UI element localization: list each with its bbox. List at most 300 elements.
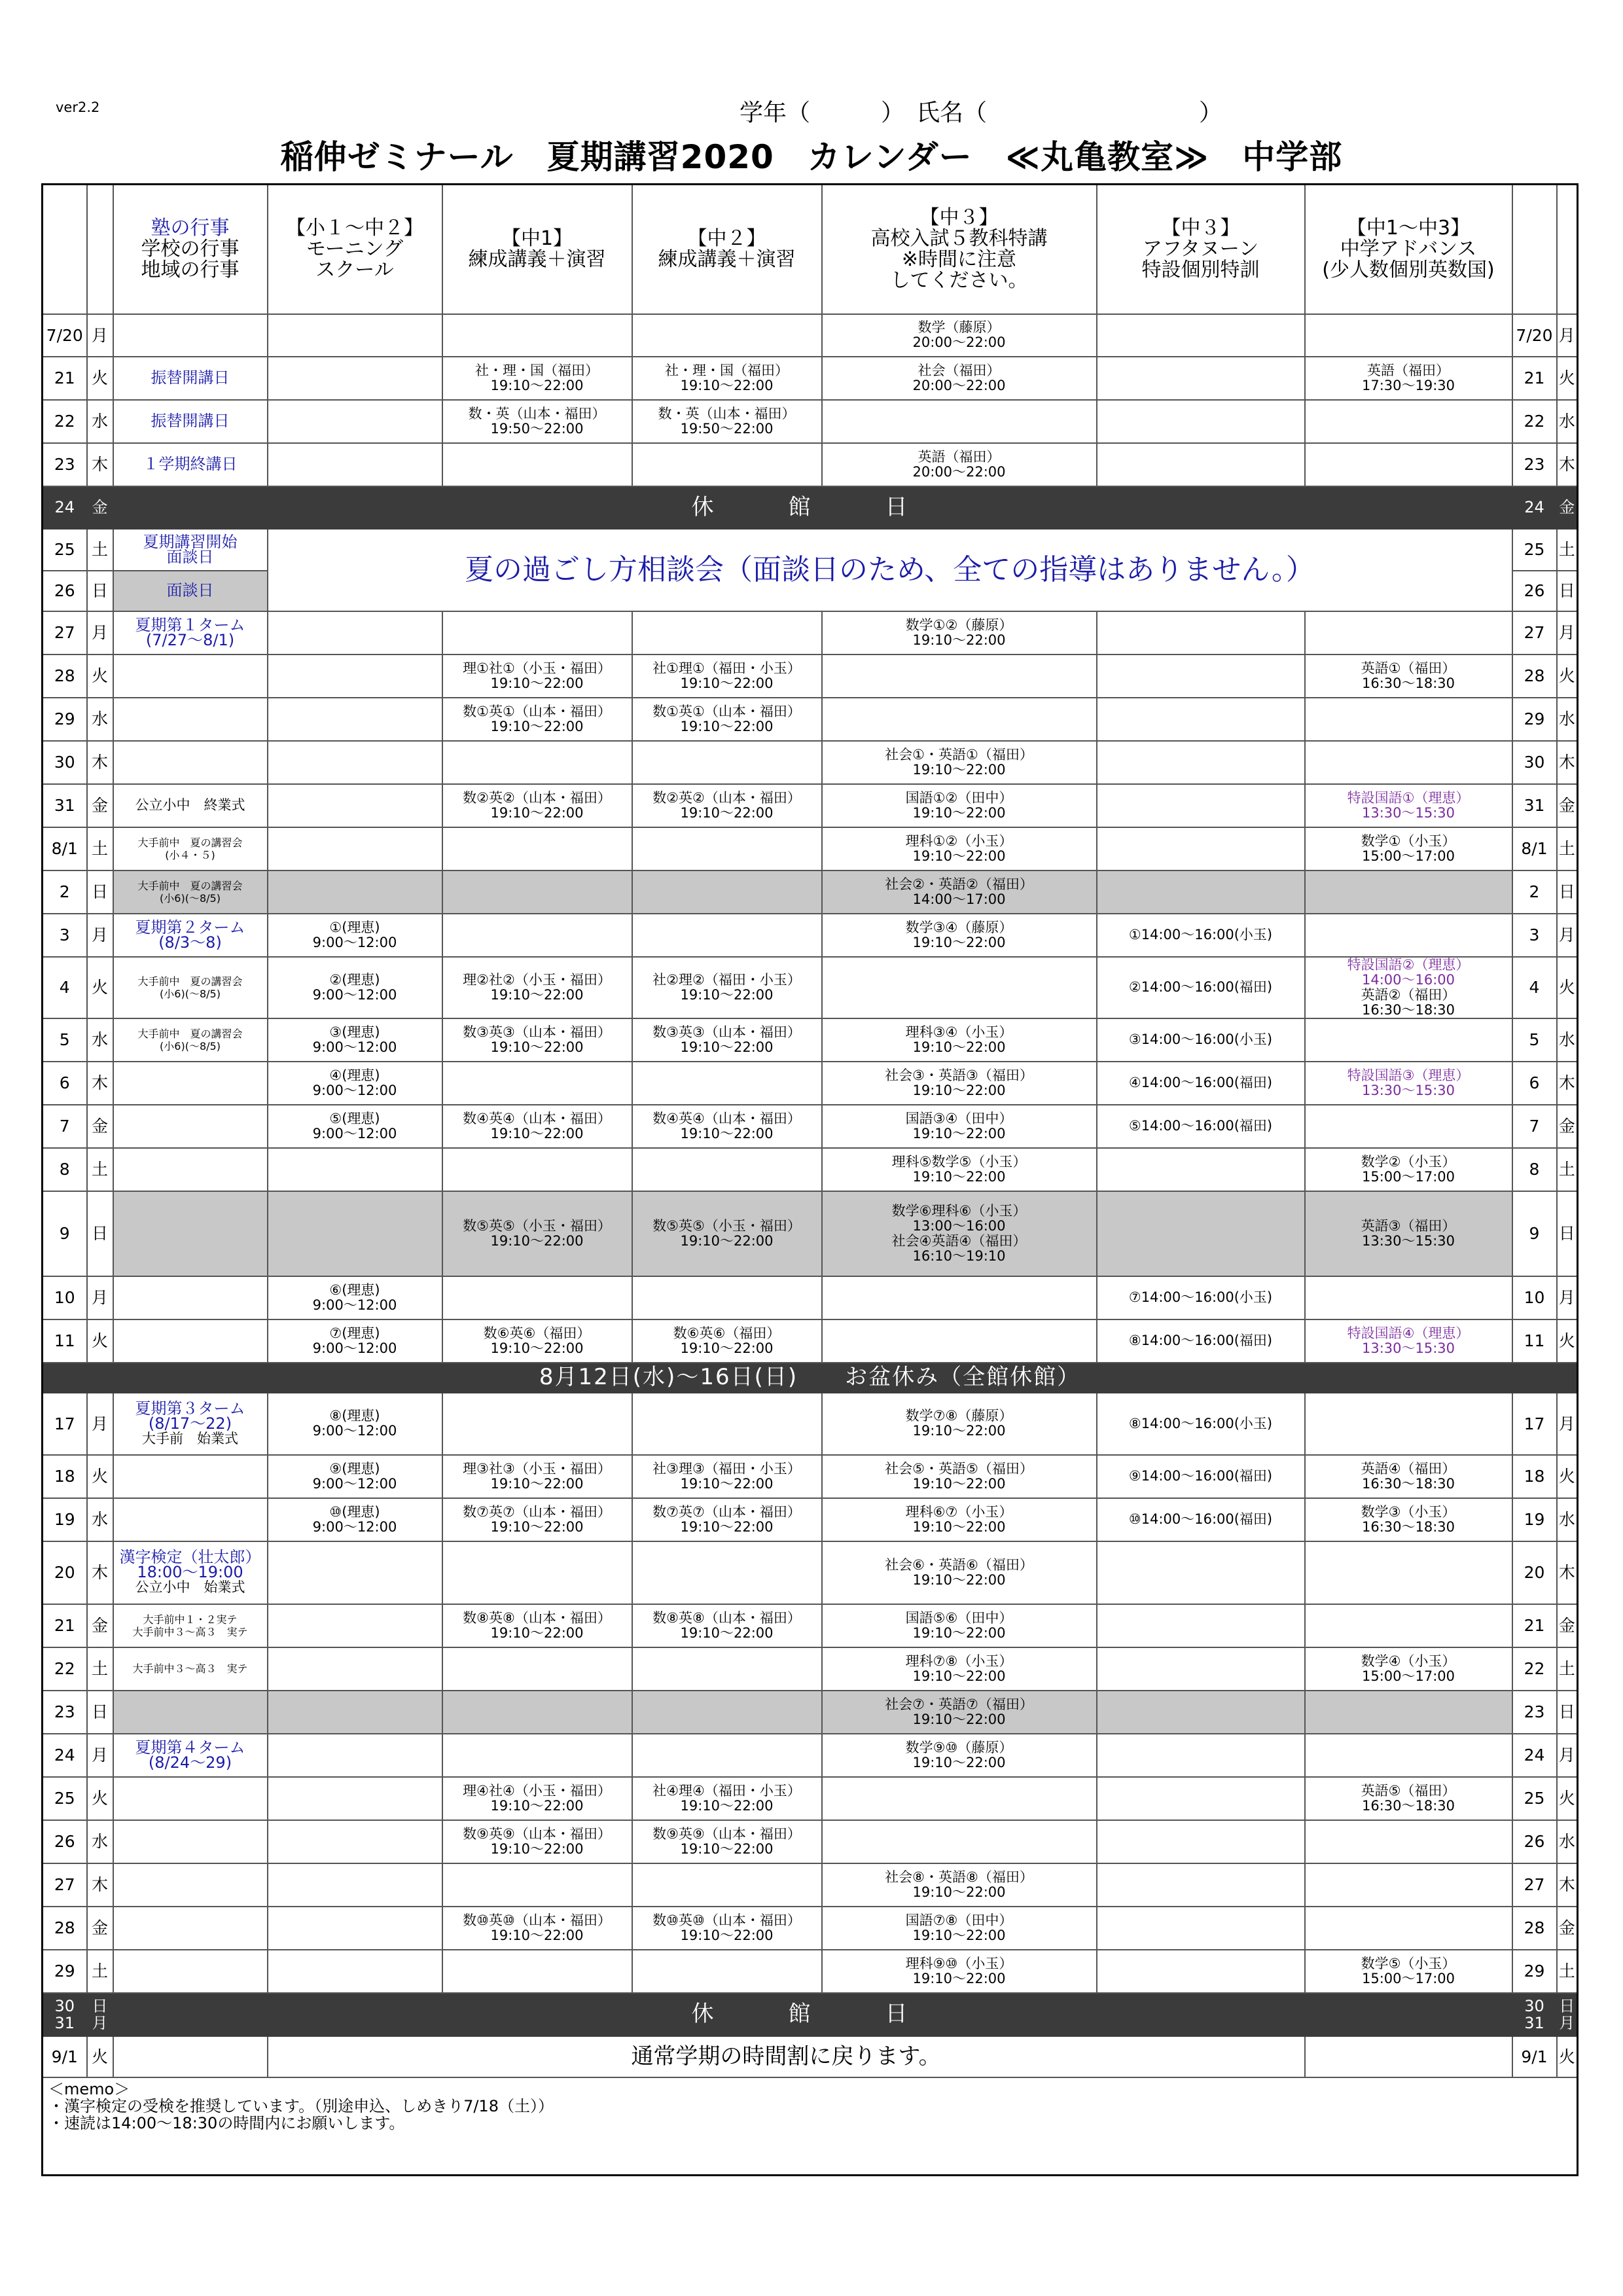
c2-cell: 数⑧英⑧（山本・福田） 19:10～22:00 (632, 1604, 822, 1647)
dow-cell-right: 月 (1557, 914, 1578, 957)
date-cell: 21 (43, 1604, 87, 1647)
date-cell: 4 (43, 957, 87, 1018)
date-cell: 23 (43, 1691, 87, 1734)
afternoon-cell: ③14:00～16:00(小玉) (1097, 1018, 1305, 1062)
dow-cell: 日 (87, 1191, 113, 1276)
c1-cell (442, 741, 632, 784)
advance-cell (1305, 611, 1512, 655)
event-text: 大手前中 夏の講習会 (小6)(～8/5) (137, 975, 243, 1000)
dow-cell-right: 金 (1557, 1105, 1578, 1148)
morning-cell (268, 1691, 442, 1734)
event-cell (113, 1734, 268, 1777)
header-c2-text: 【中２】 練成講義＋演習 (658, 226, 796, 271)
morning-cell: ④(理恵) 9:00～12:00 (268, 1062, 442, 1105)
event-cell (113, 655, 268, 698)
dow-cell-right: 火 (1557, 1455, 1578, 1498)
c2-cell: 社・理・国（福田） 19:10～22:00 (632, 357, 822, 400)
c1-cell: 社・理・国（福田） 19:10～22:00 (442, 357, 632, 400)
advance-cell (1305, 2036, 1512, 2077)
c3-cell (822, 1319, 1097, 1363)
table-row (43, 827, 1578, 870)
event-cell (113, 1393, 268, 1455)
morning-cell: ②(理恵) 9:00～12:00 (268, 957, 442, 1018)
afternoon-cell (1097, 357, 1305, 400)
date-cell: 26 (43, 1820, 87, 1863)
dow-cell: 日 月 (87, 1993, 113, 2036)
afternoon-cell (1097, 611, 1305, 655)
event-cell (113, 957, 268, 1018)
morning-cell: ⑧(理恵) 9:00～12:00 (268, 1393, 442, 1455)
afternoon-cell: ④14:00～16:00(福田) (1097, 1062, 1305, 1105)
date-cell-right: 3 (1512, 914, 1557, 957)
c2-cell: 社①理①（福田・小玉） 19:10～22:00 (632, 655, 822, 698)
table-row (43, 486, 1578, 529)
morning-cell (268, 1734, 442, 1777)
dow-cell-right: 火 (1557, 357, 1578, 400)
dow-cell: 土 (87, 529, 113, 571)
c3-cell: 国語③④（田中） 19:10～22:00 (822, 1105, 1097, 1148)
afternoon-cell (1097, 1604, 1305, 1647)
dow-cell-right: 木 (1557, 741, 1578, 784)
date-cell-right: 20 (1512, 1541, 1557, 1604)
event-cell (113, 1455, 268, 1498)
date-cell-right: 9/1 (1512, 2036, 1557, 2077)
c1-cell (442, 827, 632, 870)
date-cell: 29 (43, 698, 87, 741)
date-cell-right: 23 (1512, 1691, 1557, 1734)
afternoon-cell (1097, 870, 1305, 914)
date-cell-right: 25 (1512, 1777, 1557, 1820)
morning-cell (268, 1907, 442, 1950)
date-cell-right: 31 (1512, 784, 1557, 827)
date-cell-right: 18 (1512, 1455, 1557, 1498)
afternoon-cell (1097, 314, 1305, 357)
afternoon-cell: ⑤14:00～16:00(福田) (1097, 1105, 1305, 1148)
c1-cell (442, 914, 632, 957)
morning-cell (268, 1148, 442, 1191)
page-title: 稲伸ゼミナール 夏期講習2020 カレンダー ≪丸亀教室≫ 中学部 (280, 138, 1343, 176)
morning-cell: ⑦(理恵) 9:00～12:00 (268, 1319, 442, 1363)
events-sub2: 地域の行事 (141, 258, 240, 281)
header-aft-text: 【中３】 アフタヌーン 特設個別特訓 (1141, 216, 1260, 281)
table-row (43, 1993, 1578, 2036)
dow-cell: 土 (87, 827, 113, 870)
table-row (43, 655, 1578, 698)
event-cell (113, 1062, 268, 1105)
dow-cell-right: 土 (1557, 1647, 1578, 1691)
c2-cell (632, 1393, 822, 1455)
c2-cell (632, 1950, 822, 1993)
table-row (43, 1734, 1578, 1777)
dow-cell: 木 (87, 1863, 113, 1907)
consult-banner: 夏の過ごし方相談会（面談日のため、全ての指導はありません。） (268, 529, 1512, 611)
event-cell (113, 1276, 268, 1319)
afternoon-cell (1097, 400, 1305, 443)
dow-cell: 土 (87, 1647, 113, 1691)
morning-cell (268, 1647, 442, 1691)
dow-cell: 火 (87, 2036, 113, 2077)
c3-cell: 理科⑦⑧（小玉） 19:10～22:00 (822, 1647, 1097, 1691)
c1-cell (442, 1062, 632, 1105)
morning-cell: ⑩(理恵) 9:00～12:00 (268, 1498, 442, 1541)
event-cell (113, 1647, 268, 1691)
dow-cell: 日 (87, 571, 113, 611)
event-sub-text: 公立小中 始業式 (135, 1579, 245, 1595)
dow-cell: 木 (87, 443, 113, 486)
c2-cell: 社②理②（福田・小玉） 19:10～22:00 (632, 957, 822, 1018)
date-cell-right: 10 (1512, 1276, 1557, 1319)
c1-cell: 数⑤英⑤（小玉・福田） 19:10～22:00 (442, 1191, 632, 1276)
dow-cell-right: 火 (1557, 1777, 1578, 1820)
date-cell: 28 (43, 1907, 87, 1950)
afternoon-cell: ⑧14:00～16:00(小玉) (1097, 1393, 1305, 1455)
table-row (43, 957, 1578, 1018)
obon-banner: 8月12日(水)～16日(日) お盆休み（全館休館） (43, 1363, 1578, 1393)
afternoon-cell (1097, 655, 1305, 698)
morning-cell (268, 827, 442, 870)
dow-cell: 日 (87, 870, 113, 914)
event-sub-text: 大手前 始業式 (142, 1430, 238, 1446)
afternoon-cell (1097, 1820, 1305, 1863)
event-text: 夏期第２ターム (8/3～8) (135, 918, 245, 952)
event-cell (113, 2036, 268, 2077)
date-cell-right: 29 (1512, 1950, 1557, 1993)
c2-cell (632, 1062, 822, 1105)
c2-cell: 数①英①（山本・福田） 19:10～22:00 (632, 698, 822, 741)
event-text: 漢字検定（壮太郎） 18:00～19:00 (119, 1548, 261, 1581)
c3-cell: 社会（福田） 20:00～22:00 (822, 357, 1097, 400)
event-cell (113, 1691, 268, 1734)
c1-cell: 数・英（山本・福田） 19:50～22:00 (442, 400, 632, 443)
table-row (43, 314, 1578, 357)
date-cell-right: 30 (1512, 741, 1557, 784)
c1-cell (442, 1647, 632, 1691)
date-cell-right: 24 (1512, 1734, 1557, 1777)
date-cell: 6 (43, 1062, 87, 1105)
c3-cell: 社会⑧・英語⑧（福田） 19:10～22:00 (822, 1863, 1097, 1907)
table-row (43, 1319, 1578, 1363)
date-cell: 3 (43, 914, 87, 957)
table-row (43, 400, 1578, 443)
event-text: 夏期第３ターム (8/17～22) (135, 1399, 245, 1433)
dow-cell-right: 水 (1557, 1820, 1578, 1863)
c1-cell (442, 1148, 632, 1191)
c1-cell: 理③社③（小玉・福田） 19:10～22:00 (442, 1455, 632, 1498)
dow-cell-right: 火 (1557, 957, 1578, 1018)
header-c2 (632, 185, 822, 314)
date-cell-right: 26 (1512, 1820, 1557, 1863)
date-cell-right: 27 (1512, 1863, 1557, 1907)
advance-cell (1305, 698, 1512, 741)
dow-cell-right: 木 (1557, 443, 1578, 486)
afternoon-cell: ⑦14:00～16:00(小玉) (1097, 1276, 1305, 1319)
table-row (43, 529, 1578, 571)
event-text: 大手前中１・２実テ 大手前中３～高３ 実テ (132, 1613, 248, 1638)
afternoon-cell (1097, 1691, 1305, 1734)
dow-cell-right: 水 (1557, 1498, 1578, 1541)
c3-cell (822, 1820, 1097, 1863)
c3-cell: 数学③④（藤原） 19:10～22:00 (822, 914, 1097, 957)
afternoon-cell (1097, 784, 1305, 827)
table-row (43, 1604, 1578, 1647)
event-text: 大手前中 夏の講習会 (小４・５) (137, 836, 243, 861)
advance-cell (1305, 1820, 1512, 1863)
c1-cell (442, 443, 632, 486)
event-cell (113, 1820, 268, 1863)
advance-cell (1305, 1691, 1512, 1734)
event-cell (113, 784, 268, 827)
event-cell (113, 611, 268, 655)
version-label: ver2.2 (56, 99, 100, 115)
date-cell: 9 (43, 1191, 87, 1276)
date-cell-right: 2 (1512, 870, 1557, 914)
morning-cell (268, 400, 442, 443)
afternoon-cell (1097, 698, 1305, 741)
c3-cell: 理科①②（小玉） 19:10～22:00 (822, 827, 1097, 870)
date-cell-right: 23 (1512, 443, 1557, 486)
morning-cell (268, 443, 442, 486)
dow-cell-right: 日 (1557, 870, 1578, 914)
c3-cell: 社会⑤・英語⑤（福田） 19:10～22:00 (822, 1455, 1097, 1498)
date-cell: 27 (43, 611, 87, 655)
event-text: 夏期第１ターム (7/27～8/1) (135, 615, 245, 649)
dow-cell: 金 (87, 1105, 113, 1148)
dow-cell: 水 (87, 1018, 113, 1062)
c3-cell: 数学⑦⑧（藤原） 19:10～22:00 (822, 1393, 1097, 1455)
table-row (43, 1950, 1578, 1993)
afternoon-cell (1097, 1777, 1305, 1820)
table-row (43, 741, 1578, 784)
date-cell: 31 (43, 784, 87, 827)
table-row (43, 2036, 1578, 2077)
c2-cell: 数⑦英⑦（山本・福田） 19:10～22:00 (632, 1498, 822, 1541)
c2-cell (632, 443, 822, 486)
c1-cell: 理①社①（小玉・福田） 19:10～22:00 (442, 655, 632, 698)
header-afternoon (1097, 185, 1305, 314)
afternoon-cell (1097, 827, 1305, 870)
dow-cell: 月 (87, 1276, 113, 1319)
dow-cell: 日 (87, 1691, 113, 1734)
dow-cell: 金 (87, 1604, 113, 1647)
table-row (43, 1863, 1578, 1907)
dow-cell-right: 月 (1557, 1393, 1578, 1455)
c3-cell (822, 655, 1097, 698)
header-date (43, 185, 87, 314)
date-cell-right: 6 (1512, 1062, 1557, 1105)
date-cell-right: 7/20 (1512, 314, 1557, 357)
c1-cell (442, 870, 632, 914)
event-cell (113, 443, 268, 486)
morning-cell: ①(理恵) 9:00～12:00 (268, 914, 442, 957)
date-cell: 20 (43, 1541, 87, 1604)
table-row (43, 1498, 1578, 1541)
date-cell-right: 26 (1512, 571, 1557, 611)
date-cell: 21 (43, 357, 87, 400)
event-cell (113, 1018, 268, 1062)
date-cell: 11 (43, 1319, 87, 1363)
table-row (43, 914, 1578, 957)
date-cell-right: 24 (1512, 486, 1557, 529)
dow-cell: 月 (87, 314, 113, 357)
advance-cell: 数学①（小玉） 15:00～17:00 (1305, 827, 1512, 870)
c2-cell (632, 611, 822, 655)
dow-cell: 土 (87, 1950, 113, 1993)
advance-cell (1305, 1393, 1512, 1455)
date-cell: 25 (43, 529, 87, 571)
table-row (43, 1691, 1578, 1734)
c1-cell (442, 1276, 632, 1319)
advance-cell (1305, 1863, 1512, 1907)
afternoon-cell: ⑧14:00～16:00(福田) (1097, 1319, 1305, 1363)
dow-cell-right: 土 (1557, 827, 1578, 870)
event-text: 大手前中３～高３ 実テ (132, 1662, 248, 1675)
table-row (43, 611, 1578, 655)
date-cell-right: 21 (1512, 1604, 1557, 1647)
dow-cell-right: 金 (1557, 784, 1578, 827)
event-cell (113, 571, 268, 611)
c1-cell (442, 1734, 632, 1777)
date-cell-right: 8 (1512, 1148, 1557, 1191)
date-cell: 9/1 (43, 2036, 87, 2077)
date-cell: 25 (43, 1777, 87, 1820)
c3-cell: 理科⑥⑦（小玉） 19:10～22:00 (822, 1498, 1097, 1541)
header-c1-text: 【中1】 練成講義＋演習 (468, 226, 606, 271)
event-cell (113, 870, 268, 914)
morning-cell: ⑤(理恵) 9:00～12:00 (268, 1105, 442, 1148)
event-cell (113, 914, 268, 957)
c2-cell (632, 314, 822, 357)
table-row (43, 1907, 1578, 1950)
table-row (43, 870, 1578, 914)
c1-cell (442, 611, 632, 655)
morning-cell (268, 1604, 442, 1647)
advance-cell: 英語（福田） 17:30～19:30 (1305, 357, 1512, 400)
date-cell-right: 30 31 (1512, 1993, 1557, 2036)
date-cell: 8/1 (43, 827, 87, 870)
c1-cell (442, 1393, 632, 1455)
c3-cell: 理科⑤数学⑤（小玉） 19:10～22:00 (822, 1148, 1097, 1191)
c2-cell (632, 1541, 822, 1604)
c1-cell (442, 1950, 632, 1993)
date-cell: 30 (43, 741, 87, 784)
table-row (43, 1148, 1578, 1191)
event-cell (113, 529, 268, 571)
dow-cell: 火 (87, 655, 113, 698)
event-text: 振替開講日 (151, 412, 230, 430)
date-cell: 23 (43, 443, 87, 486)
dow-cell: 月 (87, 1734, 113, 1777)
dow-cell-right: 水 (1557, 1018, 1578, 1062)
c1-cell: 数④英④（山本・福田） 19:10～22:00 (442, 1105, 632, 1148)
date-cell-right: 28 (1512, 1907, 1557, 1950)
date-cell: 5 (43, 1018, 87, 1062)
event-text: 公立小中 終業式 (135, 797, 245, 813)
dow-cell-right: 月 (1557, 611, 1578, 655)
c3-cell (822, 400, 1097, 443)
date-cell-right: 29 (1512, 698, 1557, 741)
morning-cell (268, 1541, 442, 1604)
c1-cell (442, 1691, 632, 1734)
table-row (43, 1018, 1578, 1062)
date-cell-right: 11 (1512, 1319, 1557, 1363)
morning-cell (268, 698, 442, 741)
c3-cell: 社会②・英語②（福田） 14:00～17:00 (822, 870, 1097, 914)
afternoon-cell (1097, 1541, 1305, 1604)
c1-cell (442, 314, 632, 357)
morning-cell (268, 1820, 442, 1863)
closed-day-banner: 休 館 日 (113, 1993, 1512, 2036)
c2-cell (632, 1148, 822, 1191)
header-morning-text: 【小１～中２】 モーニング スクール (286, 216, 423, 281)
c2-cell: 数・英（山本・福田） 19:50～22:00 (632, 400, 822, 443)
c2-cell (632, 914, 822, 957)
morning-cell (268, 655, 442, 698)
advance-cell: 英語③（福田） 13:30～15:30 (1305, 1191, 1512, 1276)
event-cell (113, 827, 268, 870)
date-cell: 19 (43, 1498, 87, 1541)
event-text: 大手前中 夏の講習会 (小6)(～8/5) (137, 1027, 243, 1052)
c3-cell: 社会⑦・英語⑦（福田） 19:10～22:00 (822, 1691, 1097, 1734)
dow-cell: 金 (87, 486, 113, 529)
table-row (43, 1455, 1578, 1498)
c2-cell (632, 1863, 822, 1907)
dow-cell: 土 (87, 1148, 113, 1191)
dow-cell-right: 木 (1557, 1062, 1578, 1105)
c2-cell: 数⑨英⑨（山本・福田） 19:10～22:00 (632, 1820, 822, 1863)
c1-cell: 数⑧英⑧（山本・福田） 19:10～22:00 (442, 1604, 632, 1647)
c2-cell: 数⑥英⑥（福田） 19:10～22:00 (632, 1319, 822, 1363)
advance-cell: 数学④（小玉） 15:00～17:00 (1305, 1647, 1512, 1691)
morning-cell (268, 1950, 442, 1993)
advance-cell (1305, 1105, 1512, 1148)
events-title: 塾の行事 (151, 216, 230, 240)
table-row (43, 1541, 1578, 1604)
afternoon-cell (1097, 443, 1305, 486)
c2-cell (632, 741, 822, 784)
c2-cell: 社③理③（福田・小玉） 19:10～22:00 (632, 1455, 822, 1498)
header-advance (1305, 185, 1512, 314)
event-cell (113, 1148, 268, 1191)
advance-cell: 英語①（福田） 16:30～18:30 (1305, 655, 1512, 698)
c3-cell (822, 957, 1097, 1018)
c2-cell: 数⑤英⑤（小玉・福田） 19:10～22:00 (632, 1191, 822, 1276)
dow-cell: 金 (87, 784, 113, 827)
c3-cell (822, 1276, 1097, 1319)
morning-cell (268, 1191, 442, 1276)
c3-cell: 社会⑥・英語⑥（福田） 19:10～22:00 (822, 1541, 1097, 1604)
dow-cell-right: 日 月 (1557, 1993, 1578, 2036)
date-cell: 26 (43, 571, 87, 611)
advance-cell: 数学③（小玉） 16:30～18:30 (1305, 1498, 1512, 1541)
c2-cell (632, 827, 822, 870)
header-c1 (442, 185, 632, 314)
c1-cell: 理④社④（小玉・福田） 19:10～22:00 (442, 1777, 632, 1820)
advance-cell: 特設国語①（理恵） 13:30～15:30 (1305, 784, 1512, 827)
table-row (43, 1105, 1578, 1148)
date-cell: 22 (43, 1647, 87, 1691)
afternoon-cell (1097, 1950, 1305, 1993)
morning-cell (268, 1863, 442, 1907)
dow-cell-right: 日 (1557, 571, 1578, 611)
c3-cell: 社会③・英語③（福田） 19:10～22:00 (822, 1062, 1097, 1105)
c1-cell: 数⑩英⑩（山本・福田） 19:10～22:00 (442, 1907, 632, 1950)
events-sub1: 学校の行事 (141, 237, 240, 260)
table-row (43, 784, 1578, 827)
c3-cell: 英語（福田） 20:00～22:00 (822, 443, 1097, 486)
date-cell-right: 22 (1512, 400, 1557, 443)
event-cell (113, 1604, 268, 1647)
advance-cell (1305, 400, 1512, 443)
